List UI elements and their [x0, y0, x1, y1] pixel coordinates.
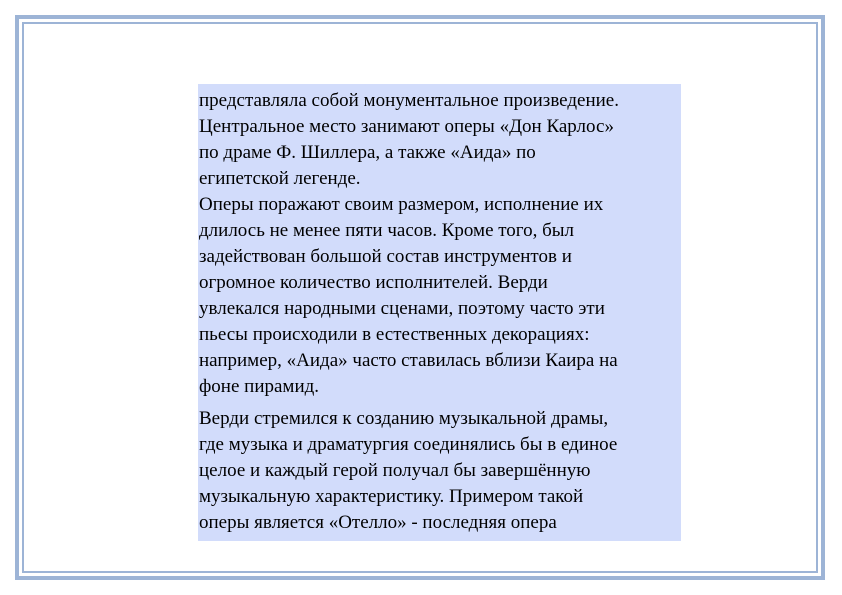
text-box: [198, 84, 681, 541]
paragraph-intro: представляла собой монументальное произведение. Центральное место занимают оперы «Дон Карлос» по драме Ф. Шиллера, а также «Аида» по египетской легенде.: [199, 90, 619, 189]
paragraph-musical-drama: Верди стремился к созданию музыкальной драмы, где музыка и драматургия соединялись бы в единое целое и каждый герой получал бы завершённую музыкальную характеристику. Примером такой оперы является «Отелло» - последняя опера: [199, 408, 618, 533]
paragraph-operas-scale: Оперы поражают своим размером, исполнение их длилось не менее пяти часов. Кроме того, был задействован большой состав инструментов и огромное количество исполнителей. Верди увлекался народными сценами, поэтому часто эти пьесы происходили в естественных декорациях: например, «Аида» часто ставилась вблизи Каира на фоне пирамид.: [199, 194, 618, 397]
